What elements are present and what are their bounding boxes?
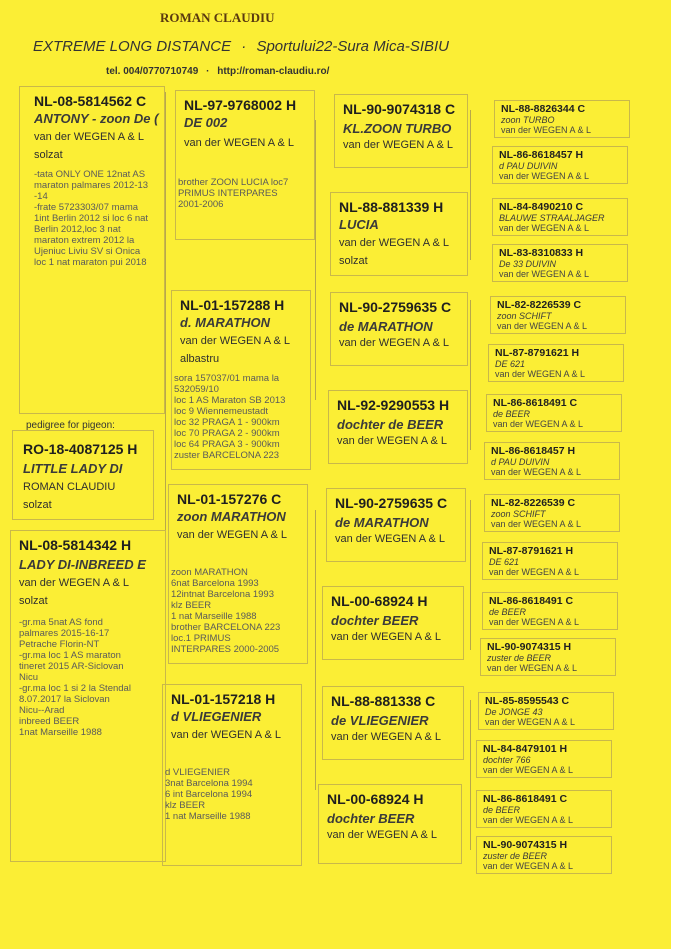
connector-col2-bottom	[315, 510, 316, 790]
gggp-name: de BEER	[493, 409, 531, 419]
gggp-breeder: van der WEGEN A & L	[483, 861, 574, 871]
gp-name: DE 002	[184, 115, 228, 130]
header-separator: ·	[241, 38, 247, 55]
gggp-ring: NL-86-8618491 C	[493, 397, 578, 409]
subject-caption: pedigree for pigeon:	[26, 420, 115, 431]
gp-breeder: van der WEGEN A & L	[180, 335, 291, 347]
gggp-card[interactable]	[480, 638, 616, 676]
gggp-name: DE 621	[495, 359, 526, 369]
ggp-breeder: van der WEGEN A & L	[331, 731, 442, 743]
gggp-card[interactable]	[494, 100, 630, 138]
ggp-name: de VLIEGENIER	[331, 713, 429, 728]
ggp-breeder: van der WEGEN A & L	[337, 435, 448, 447]
ggp-name: LUCIA	[339, 217, 379, 232]
ggp-ring: NL-00-68924 H	[327, 791, 424, 807]
gggp-breeder: van der WEGEN A & L	[499, 171, 590, 181]
connector-col2-top	[315, 120, 316, 400]
grandparent-card[interactable]	[171, 290, 311, 470]
gggp-name: zuster de BEER	[487, 653, 552, 663]
contact-line	[106, 66, 329, 77]
gggp-breeder: van der WEGEN A & L	[493, 419, 584, 429]
header-subtitle: EXTREME LONG DISTANCE	[33, 38, 232, 55]
subject-color: solzat	[23, 499, 52, 511]
ggp-breeder: van der WEGEN A & L	[327, 829, 438, 841]
gggp-name: BLAUWE STRAALJAGER	[499, 213, 605, 223]
gggp-breeder: van der WEGEN A & L	[489, 567, 580, 577]
connector-col3-a	[470, 110, 471, 260]
sire-breeder: van der WEGEN A & L	[34, 131, 145, 143]
gp-notes: sora 157037/01 mama la 532059/10 loc 1 AS Maraton SB 2013 loc 9 Wiennemeustadt loc 32 PRAGA 1 - 900km loc 70 PRAGA 2 - 900km loc 64 PRAGA 3 - 900km zuster BARCELONA 223	[174, 373, 286, 461]
dam-color: solzat	[19, 595, 48, 607]
dam-card[interactable]	[10, 530, 166, 862]
gggp-ring: NL-84-8479101 H	[483, 743, 568, 755]
ggp-card[interactable]	[326, 488, 466, 562]
dam-ring: NL-08-5814342 H	[19, 537, 132, 553]
gggp-name: d PAU DUIVIN	[499, 161, 558, 171]
gggp-name: zoon SCHIFT	[497, 311, 552, 321]
gggp-name: de BEER	[483, 805, 521, 815]
ggp-ring: NL-90-2759635 C	[335, 495, 448, 511]
gp-breeder: van der WEGEN A & L	[177, 529, 288, 541]
ggp-name: de MARATHON	[339, 319, 433, 334]
gggp-name: dochter 766	[483, 755, 531, 765]
gggp-card[interactable]	[476, 836, 612, 874]
subject-card[interactable]	[12, 430, 154, 520]
grandparent-card[interactable]	[162, 684, 302, 866]
gp-ring: NL-97-9768002 H	[184, 97, 297, 113]
gggp-breeder: van der WEGEN A & L	[491, 467, 582, 477]
gp-ring: NL-01-157218 H	[171, 691, 276, 707]
gggp-ring: NL-87-8791621 H	[495, 347, 580, 359]
subject-name: LITTLE LADY DI	[23, 461, 123, 476]
gp-breeder: van der WEGEN A & L	[171, 729, 282, 741]
subject-ring: RO-18-4087125 H	[23, 441, 138, 457]
gp-notes: zoon MARATHON 6nat Barcelona 1993 12intnat Barcelona 1993 klz BEER 1 nat Marseille 1988 brother BARCELONA 223 loc.1 PRIMUS INTERPARES 2000-2005	[171, 567, 281, 655]
gggp-card[interactable]	[484, 442, 620, 480]
gggp-breeder: van der WEGEN A & L	[491, 519, 582, 529]
sire-color: solzat	[34, 149, 63, 161]
ggp-name: dochter BEER	[327, 811, 415, 826]
gggp-ring: NL-90-9074315 H	[487, 641, 572, 653]
gggp-ring: NL-84-8490210 C	[499, 201, 584, 213]
gggp-ring: NL-85-8595543 C	[485, 695, 570, 707]
gggp-card[interactable]	[486, 394, 622, 432]
header-address: Sportului22-Sura Mica-SIBIU	[256, 38, 450, 55]
gggp-name: zoon TURBO	[501, 115, 555, 125]
gggp-ring: NL-86-8618457 H	[499, 149, 584, 161]
connector-col3-b	[470, 300, 471, 450]
sire-notes: -tata ONLY ONE 12nat AS maraton palmares 2012-13 -14 -frate 5723303/07 mama 1int Berlin 2012 si loc 6 nat Berlin 2012,loc 3 nat maraton extrem 2012 la Ujeniuc Liviu SV si Onica loc 1 nat maraton pui 2018	[34, 169, 149, 268]
gggp-name: DE 621	[489, 557, 520, 567]
gggp-breeder: van der WEGEN A & L	[483, 815, 574, 825]
gggp-ring: NL-82-8226539 C	[497, 299, 582, 311]
sire-card[interactable]	[19, 86, 165, 414]
gggp-card[interactable]	[476, 790, 612, 828]
gggp-name: zoon SCHIFT	[491, 509, 546, 519]
ggp-ring: NL-88-881339 H	[339, 199, 444, 215]
gggp-card[interactable]	[488, 344, 624, 382]
gggp-card[interactable]	[478, 692, 614, 730]
dam-breeder: van der WEGEN A & L	[19, 577, 130, 589]
phone: tel. 004/0770710749	[106, 66, 199, 77]
gp-breeder: van der WEGEN A & L	[184, 137, 295, 149]
ggp-card[interactable]	[330, 192, 468, 276]
ggp-name: dochter de BEER	[337, 417, 444, 432]
grandparent-card[interactable]	[175, 90, 315, 240]
gggp-breeder: van der WEGEN A & L	[495, 369, 586, 379]
header-line	[33, 38, 449, 55]
gggp-ring: NL-86-8618457 H	[491, 445, 576, 457]
sire-ring: NL-08-5814562 C	[34, 93, 147, 109]
gggp-name: d PAU DUIVIN	[491, 457, 550, 467]
gggp-card[interactable]	[482, 542, 618, 580]
ggp-breeder: van der WEGEN A & L	[331, 631, 442, 643]
ggp-card[interactable]	[334, 94, 468, 168]
ggp-card[interactable]	[322, 586, 464, 660]
gggp-card[interactable]	[492, 244, 628, 282]
gp-ring: NL-01-157288 H	[180, 297, 285, 313]
gggp-card[interactable]	[484, 494, 620, 532]
connector-col3-c	[470, 500, 471, 650]
gp-name: d VLIEGENIER	[171, 709, 262, 724]
breeder-name: ROMAN CLAUDIU	[160, 10, 275, 25]
ggp-name: KL.ZOON TURBO	[343, 121, 452, 136]
gggp-card[interactable]	[482, 592, 618, 630]
gp-name: d. MARATHON	[180, 315, 271, 330]
website-link[interactable]: http://roman-claudiu.ro/	[217, 66, 330, 77]
gggp-ring: NL-87-8791621 H	[489, 545, 574, 557]
dam-name: LADY DI-INBREED E	[19, 557, 146, 572]
ggp-name: dochter BEER	[331, 613, 419, 628]
gggp-ring: NL-82-8226539 C	[491, 497, 576, 509]
dam-notes: -gr.ma 5nat AS fond palmares 2015-16-17 Petrache Florin-NT -gr.ma loc 1 AS maraton tineret 2015 AR-Siclovan Nicu -gr.ma loc 1 si 2 la Stendal 8.07.2017 la Siclovan Nicu--Arad inbreed BEER 1nat Marseille 1988	[19, 617, 131, 738]
subject-breeder: ROMAN CLAUDIU	[23, 481, 116, 493]
ggp-ring: NL-90-2759635 C	[339, 299, 452, 315]
ggp-ring: NL-92-9290553 H	[337, 397, 450, 413]
contact-separator: ·	[206, 66, 210, 77]
ggp-breeder: van der WEGEN A & L	[339, 237, 450, 249]
ggp-breeder: van der WEGEN A & L	[343, 139, 454, 151]
gggp-breeder: van der WEGEN A & L	[499, 269, 590, 279]
gggp-name: de BEER	[489, 607, 527, 617]
gggp-card[interactable]	[490, 296, 626, 334]
gp-notes: d VLIEGENIER 3nat Barcelona 1994 6 int Barcelona 1994 klz BEER 1 nat Marseille 1988	[165, 767, 253, 822]
gggp-ring: NL-90-9074315 H	[483, 839, 568, 851]
gp-notes: brother ZOON LUCIA loc7 PRIMUS INTERPARES 2001-2006	[178, 177, 289, 210]
gggp-ring: NL-86-8618491 C	[483, 793, 568, 805]
ggp-color: solzat	[339, 255, 368, 267]
ggp-breeder: van der WEGEN A & L	[335, 533, 446, 545]
gggp-breeder: van der WEGEN A & L	[483, 765, 574, 775]
gggp-card[interactable]	[476, 740, 612, 778]
gggp-ring: NL-86-8618491 C	[489, 595, 574, 607]
gggp-card[interactable]	[492, 146, 628, 184]
ggp-name: de MARATHON	[335, 515, 429, 530]
sire-name: ANTONY - zoon De (	[34, 111, 159, 126]
ggp-ring: NL-00-68924 H	[331, 593, 428, 609]
connector-col3-d	[470, 700, 471, 850]
gggp-breeder: van der WEGEN A & L	[489, 617, 580, 627]
grandparent-card[interactable]	[168, 484, 308, 664]
ggp-breeder: van der WEGEN A & L	[339, 337, 450, 349]
gggp-card[interactable]	[492, 198, 628, 236]
ggp-card[interactable]	[322, 686, 464, 760]
gggp-breeder: van der WEGEN A & L	[497, 321, 588, 331]
gggp-name: De JONGE 43	[485, 707, 543, 717]
ggp-card[interactable]	[318, 784, 462, 864]
gggp-ring: NL-88-8826344 C	[501, 103, 586, 115]
gggp-breeder: van der WEGEN A & L	[487, 663, 578, 673]
gggp-ring: NL-83-8310833 H	[499, 247, 584, 259]
ggp-ring: NL-90-9074318 C	[343, 101, 456, 117]
ggp-ring: NL-88-881338 C	[331, 693, 436, 709]
gggp-breeder: van der WEGEN A & L	[499, 223, 590, 233]
gggp-name: zuster de BEER	[483, 851, 548, 861]
gp-color: albastru	[180, 353, 220, 365]
gggp-breeder: van der WEGEN A & L	[501, 125, 592, 135]
ggp-card[interactable]	[330, 292, 468, 366]
gggp-breeder: van der WEGEN A & L	[485, 717, 576, 727]
gp-ring: NL-01-157276 C	[177, 491, 282, 507]
gggp-name: De 33 DUIVIN	[499, 259, 557, 269]
gp-name: zoon MARATHON	[177, 509, 286, 524]
ggp-card[interactable]	[328, 390, 468, 464]
